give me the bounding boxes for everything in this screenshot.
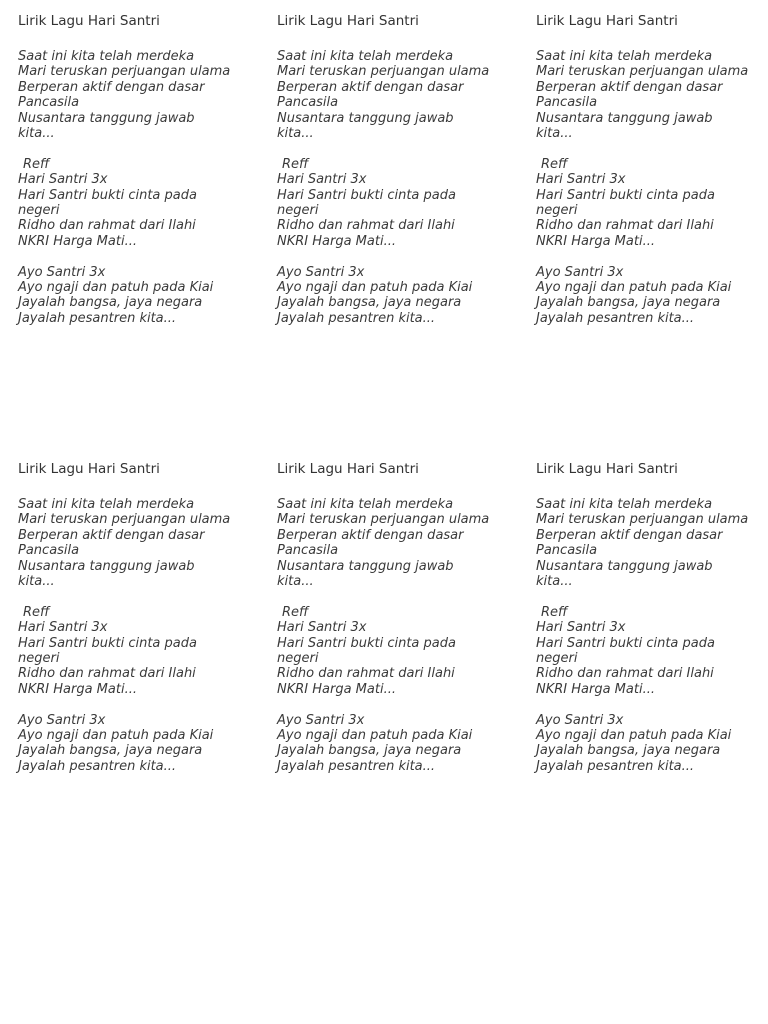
lyric-line: Ayo Santri 3x (536, 264, 624, 280)
reff-label: Reff (23, 156, 50, 172)
lyric-line: NKRI Harga Mati... (18, 233, 137, 249)
reff-block (536, 157, 768, 249)
lyric-line: Jayalah bangsa, jaya negara (536, 743, 721, 759)
verse-1 (536, 49, 768, 141)
lyric-line: Ayo ngaji dan patuh pada Kiai (536, 728, 732, 744)
lyric-line: Mari teruskan perjuangan ulama (536, 512, 749, 528)
lyric-line: Ridho dan rahmat dari Ilahi (277, 218, 455, 234)
lyric-line: Ayo Santri 3x (18, 264, 106, 280)
lyric-line: Hari Santri bukti cinta pada negeri (277, 635, 456, 667)
lyric-line: Nusantara tanggung jawab kita... (536, 558, 713, 590)
lyric-line: Jayalah pesantren kita... (536, 310, 695, 326)
lyric-line: Ayo ngaji dan patuh pada Kiai (277, 728, 473, 744)
verse-2 (536, 713, 768, 775)
lyric-line: Ridho dan rahmat dari Ilahi (536, 218, 714, 234)
lyrics-card (277, 461, 517, 774)
lyric-line: Jayalah pesantren kita... (18, 758, 177, 774)
lyric-line: Nusantara tanggung jawab kita... (18, 110, 195, 142)
lyrics-card (536, 13, 768, 326)
verse-2 (277, 265, 517, 327)
reff-label: Reff (541, 604, 568, 620)
verse-1 (536, 497, 768, 589)
lyric-line: Ridho dan rahmat dari Ilahi (18, 666, 196, 682)
lyric-line: Jayalah pesantren kita... (277, 310, 436, 326)
lyric-line: Mari teruskan perjuangan ulama (277, 64, 490, 80)
verse-2 (18, 713, 258, 775)
lyrics-card (277, 13, 517, 326)
lyric-line: Hari Santri bukti cinta pada negeri (18, 635, 197, 667)
lyric-line: Berperan aktif dengan dasar Pancasila (18, 527, 205, 559)
lyrics-title: Lirik Lagu Hari Santri (277, 461, 419, 477)
lyric-line: Hari Santri 3x (277, 172, 367, 188)
lyric-line: Hari Santri 3x (18, 620, 108, 636)
lyric-line: Berperan aktif dengan dasar Pancasila (536, 527, 723, 559)
lyric-line: Saat ini kita telah merdeka (536, 497, 713, 512)
lyrics-title: Lirik Lagu Hari Santri (18, 13, 160, 29)
lyric-line: Mari teruskan perjuangan ulama (18, 512, 231, 528)
lyric-line: Mari teruskan perjuangan ulama (536, 64, 749, 80)
lyric-line: Berperan aktif dengan dasar Pancasila (277, 527, 464, 559)
lyric-line: Hari Santri bukti cinta pada negeri (536, 187, 715, 219)
lyrics-title: Lirik Lagu Hari Santri (18, 461, 160, 477)
lyric-line: Ayo ngaji dan patuh pada Kiai (536, 280, 732, 296)
lyric-line: Jayalah bangsa, jaya negara (277, 743, 462, 759)
lyric-line: Ayo ngaji dan patuh pada Kiai (18, 280, 214, 296)
lyric-line: NKRI Harga Mati... (18, 681, 137, 697)
lyric-line: Saat ini kita telah merdeka (18, 49, 195, 64)
verse-1 (18, 497, 258, 589)
lyric-line: Jayalah bangsa, jaya negara (18, 743, 203, 759)
lyric-line: Jayalah pesantren kita... (536, 758, 695, 774)
lyric-line: Mari teruskan perjuangan ulama (277, 512, 490, 528)
lyric-line: Saat ini kita telah merdeka (277, 497, 454, 512)
lyric-line: Nusantara tanggung jawab kita... (277, 110, 454, 142)
lyrics-title: Lirik Lagu Hari Santri (277, 13, 419, 29)
lyric-line: NKRI Harga Mati... (536, 233, 655, 249)
verse-2 (536, 265, 768, 327)
reff-block (536, 605, 768, 697)
lyric-line: Hari Santri bukti cinta pada negeri (536, 635, 715, 667)
lyric-line: Jayalah pesantren kita... (18, 310, 177, 326)
lyric-line: Saat ini kita telah merdeka (277, 49, 454, 64)
lyric-line: Ayo Santri 3x (18, 712, 106, 728)
lyric-line: Nusantara tanggung jawab kita... (18, 558, 195, 590)
lyric-line: Ayo ngaji dan patuh pada Kiai (277, 280, 473, 296)
lyric-line: Hari Santri 3x (277, 620, 367, 636)
lyric-line: NKRI Harga Mati... (536, 681, 655, 697)
lyric-line: Nusantara tanggung jawab kita... (277, 558, 454, 590)
lyric-line: Saat ini kita telah merdeka (536, 49, 713, 64)
lyric-line: Hari Santri 3x (536, 620, 626, 636)
lyric-line: Berperan aktif dengan dasar Pancasila (536, 79, 723, 111)
lyrics-card (536, 461, 768, 774)
lyric-line: Saat ini kita telah merdeka (18, 497, 195, 512)
verse-1 (277, 49, 517, 141)
reff-label: Reff (541, 156, 568, 172)
lyrics-card (18, 13, 258, 326)
lyric-line: Hari Santri 3x (536, 172, 626, 188)
lyric-line: Berperan aktif dengan dasar Pancasila (277, 79, 464, 111)
reff-block (18, 605, 258, 697)
verse-1 (18, 49, 258, 141)
verse-2 (277, 713, 517, 775)
lyric-line: Jayalah bangsa, jaya negara (536, 295, 721, 311)
lyrics-title: Lirik Lagu Hari Santri (536, 461, 678, 477)
reff-label: Reff (23, 604, 50, 620)
lyric-line: Jayalah pesantren kita... (277, 758, 436, 774)
lyric-line: Ayo Santri 3x (277, 712, 365, 728)
verse-2 (18, 265, 258, 327)
verse-1 (277, 497, 517, 589)
lyric-line: Hari Santri bukti cinta pada negeri (277, 187, 456, 219)
lyric-line: NKRI Harga Mati... (277, 681, 396, 697)
lyric-line: Ayo Santri 3x (536, 712, 624, 728)
lyric-line: Ridho dan rahmat dari Ilahi (277, 666, 455, 682)
lyric-line: NKRI Harga Mati... (277, 233, 396, 249)
lyrics-card (18, 461, 258, 774)
reff-block (18, 157, 258, 249)
reff-block (277, 157, 517, 249)
reff-block (277, 605, 517, 697)
lyric-line: Hari Santri bukti cinta pada negeri (18, 187, 197, 219)
lyric-line: Ayo Santri 3x (277, 264, 365, 280)
lyric-line: Ridho dan rahmat dari Ilahi (536, 666, 714, 682)
lyric-line: Ayo ngaji dan patuh pada Kiai (18, 728, 214, 744)
lyrics-title: Lirik Lagu Hari Santri (536, 13, 678, 29)
lyric-line: Nusantara tanggung jawab kita... (536, 110, 713, 142)
lyric-line: Berperan aktif dengan dasar Pancasila (18, 79, 205, 111)
lyric-line: Mari teruskan perjuangan ulama (18, 64, 231, 80)
reff-label: Reff (282, 156, 309, 172)
lyric-line: Hari Santri 3x (18, 172, 108, 188)
reff-label: Reff (282, 604, 309, 620)
lyric-line: Jayalah bangsa, jaya negara (18, 295, 203, 311)
lyric-line: Ridho dan rahmat dari Ilahi (18, 218, 196, 234)
lyric-line: Jayalah bangsa, jaya negara (277, 295, 462, 311)
